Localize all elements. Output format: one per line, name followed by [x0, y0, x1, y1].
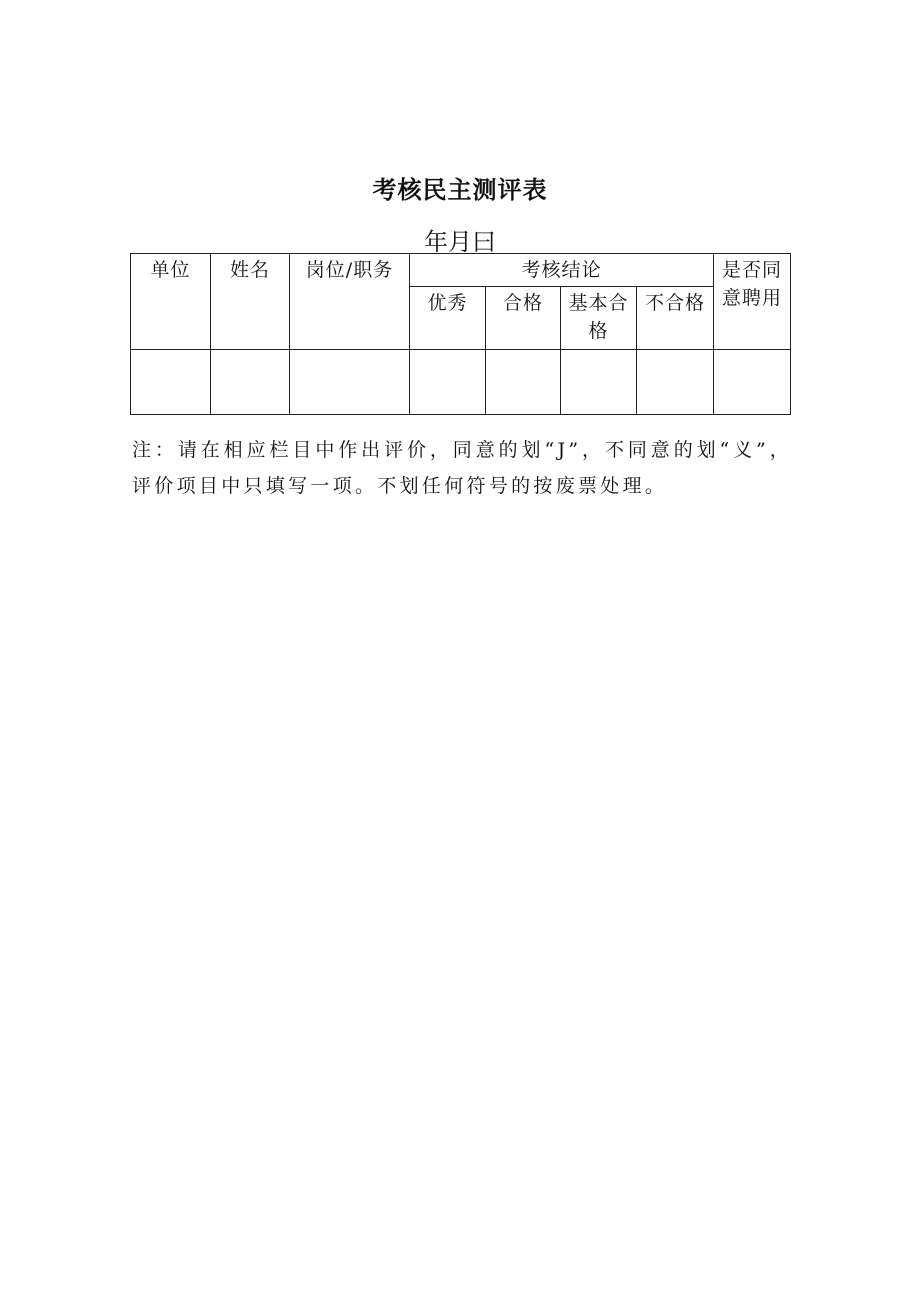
- cell-basically-qualified[interactable]: [561, 350, 637, 415]
- header-assessment: 考核结论: [410, 254, 714, 287]
- cell-excellent[interactable]: [410, 350, 486, 415]
- page-title: 考核民主测评表: [372, 176, 548, 204]
- header-agree-hire: 是否同意聘用: [714, 254, 791, 350]
- header-qualified: 合格: [486, 287, 561, 350]
- cell-unqualified[interactable]: [637, 350, 714, 415]
- header-name: 姓名: [211, 254, 290, 350]
- cell-qualified[interactable]: [486, 350, 561, 415]
- date-line: 年月曰: [424, 228, 496, 256]
- cell-position[interactable]: [290, 350, 410, 415]
- cell-name[interactable]: [211, 350, 290, 415]
- table-row: [131, 350, 791, 415]
- header-unqualified: 不合格: [637, 287, 714, 350]
- note-text: 注：请在相应栏目中作出评价，同意的划“J”，不同意的划“义”，评价项目中只填写一项。不划任何符号的按废票处理。: [132, 439, 792, 497]
- cell-agree-hire[interactable]: [714, 350, 791, 415]
- header-position: 岗位/职务: [290, 254, 410, 350]
- header-unit: 单位: [131, 254, 211, 350]
- header-excellent: 优秀: [410, 287, 486, 350]
- evaluation-table: [130, 253, 791, 415]
- cell-unit[interactable]: [131, 350, 211, 415]
- header-basically-qualified: 基本合格: [561, 287, 637, 350]
- header-row-1: [131, 254, 791, 287]
